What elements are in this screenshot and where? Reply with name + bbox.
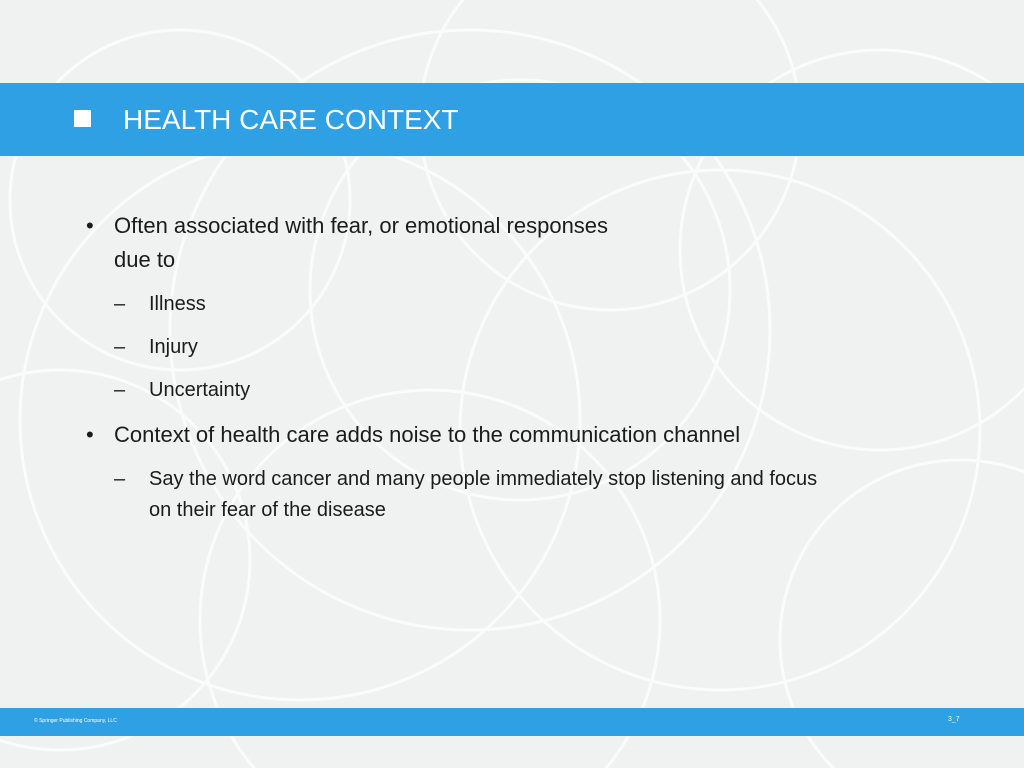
- bullet-marker: •: [86, 422, 94, 447]
- sub-bullet-marker: –: [114, 293, 126, 315]
- sub-bullet-marker: –: [114, 336, 126, 358]
- copyright-notice: © Springer Publishing Company, LLC: [34, 718, 117, 724]
- sub-bullet-marker: –: [114, 468, 126, 490]
- sub-bullet-marker: –: [114, 379, 126, 401]
- bullet-text: due to: [114, 247, 176, 272]
- sub-bullet-text: Injury: [149, 336, 198, 358]
- page-number: 3_7: [948, 716, 960, 723]
- bullet-text: Often associated with fear, or emotional responses: [114, 213, 609, 238]
- bullet-marker: •: [86, 213, 94, 238]
- sub-bullet-text: Illness: [149, 293, 206, 315]
- sub-bullet-text: Uncertainty: [149, 379, 251, 401]
- sub-bullet-text: Say the word cancer and many people immediately stop listening and focus: [149, 468, 818, 490]
- footer-band: [0, 708, 1024, 736]
- bullet-text: Context of health care adds noise to the communication channel: [114, 422, 741, 447]
- sub-bullet-text: on their fear of the disease: [149, 499, 386, 521]
- slide-title: HEALTH CARE CONTEXT: [123, 104, 459, 135]
